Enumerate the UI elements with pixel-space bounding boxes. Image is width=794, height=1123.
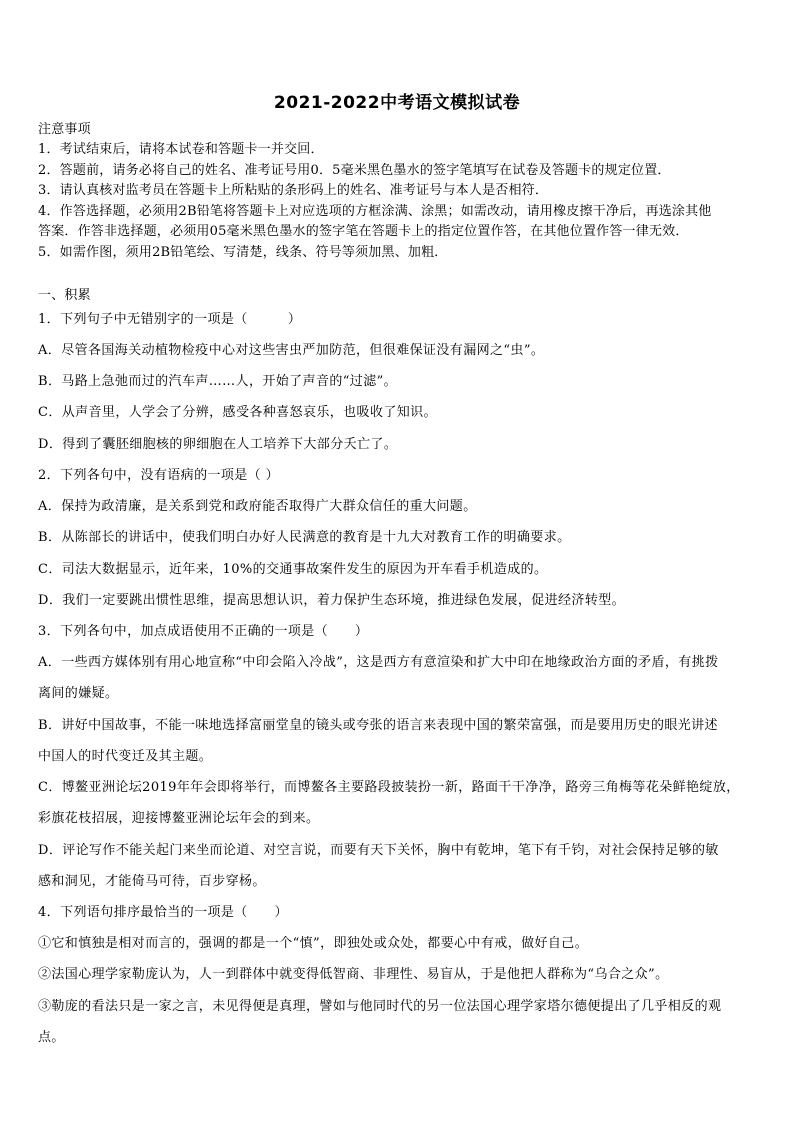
notice-item: 2．答题前，请务必将自己的姓名、准考证号用0．5毫米黑色墨水的签字笔填写在试卷及答题卡的规定位置．: [38, 163, 671, 178]
question-stem: 1．下列句子中无错别字的一项是（ ）: [38, 312, 302, 327]
page-title: 2021-2022中考语文模拟试卷: [273, 93, 521, 113]
option-line: A．保持为政清廉，是关系到党和政府能否取得广大群众信任的重大问题。: [38, 499, 477, 514]
section-heading: 一、积累: [38, 288, 91, 303]
option-line: 彩旗花枝招展，迎接博鳌亚洲论坛年会的到来。: [38, 811, 320, 826]
notice-item: 1．考试结束后，请将本试卷和答题卡一并交回．: [38, 142, 324, 157]
sentence-line: ②法国心理学家勒庞认为，人一到群体中就变得低智商、非理性、易盲从，于是他把人群称为“乌合之众”。: [38, 967, 669, 982]
option-line: 离间的嫌疑。: [38, 686, 119, 701]
option-line: 感和洞见，才能倚马可待，百步穿杨。: [38, 874, 266, 889]
option-line: C．博鳌亚洲论坛2019年年会即将举行，而博鳌各主要路段披装扮一新，路面干干净净，路旁三角梅等花朵鲜艳绽放，: [38, 780, 740, 795]
option-line: B．从陈部长的讲话中，使我们明白办好人民满意的教育是十九大对教育工作的明确要求。: [38, 530, 571, 545]
notice-item: 3．请认真核对监考员在答题卡上所粘贴的条形码上的姓名、准考证号与本人是否相符．: [38, 183, 549, 198]
sentence-line: ③勒庞的看法只是一家之言，未见得便是真理，譬如与他同时代的另一位法国心理学家塔尔德便提出了几乎相反的观: [38, 999, 722, 1014]
notice-heading: 注意事项: [38, 122, 91, 137]
option-line: 中国人的时代变迁及其主题。: [38, 749, 213, 764]
notice-item: 答案．作答非选择题，必须用05毫米黑色墨水的签字笔在答题卡上的指定位置作答，在其他位置作答一律无效．: [38, 224, 689, 239]
question-stem: 4．下列语句排序最恰当的一项是（ ）: [38, 905, 288, 920]
option-line: D．我们一定要跳出惯性思维，提高思想认识，着力保护生态环境，推进绿色发展，促进经济转型。: [38, 593, 626, 608]
option-line: A．尽管各国海关动植物检疫中心对这些害虫严加防范，但很难保证没有漏网之“虫”。: [38, 343, 545, 358]
notice-item: 5．如需作图，须用2B铅笔绘、写清楚，线条、符号等须加黑、加粗．: [38, 245, 448, 260]
question-stem: 2．下列各句中，没有语病的一项是（ ）: [38, 468, 280, 483]
option-line: A．一些西方媒体别有用心地宣称“中印会陷入冷战”，这是西方有意渲染和扩大中印在地缘政治方面的矛盾，有挑拨: [38, 655, 719, 670]
option-line: C．从声音里，人学会了分辨，感受各种喜怒哀乐，也吸收了知识。: [38, 405, 437, 420]
sentence-line: ①它和慎独是相对而言的，强调的都是一个“慎”，即独处或众处，都要心中有戒，做好自己。: [38, 936, 589, 951]
option-line: B．讲好中国故事，不能一味地选择富丽堂皇的镜头或夸张的语言来表现中国的繁荣富强，而是要用历史的眼光讲述: [38, 718, 718, 733]
option-line: B．马路上急弛而过的汽车声……人，开始了声音的“过滤”。: [38, 374, 398, 389]
option-line: D．评论写作不能关起门来坐而论道、对空言说，而要有天下关怀，胸中有乾坤，笔下有千钧，对社会保持足够的敏: [38, 843, 719, 858]
question-stem: 3．下列各句中，加点成语使用不正确的一项是（ ）: [38, 624, 369, 639]
option-line: C．司法大数据显示，近年来，10%的交通事故案件发生的原因为开车看手机造成的。: [38, 562, 548, 577]
notice-item: 4．作答选择题，必须用2B铅笔将答题卡上对应选项的方框涂满、涂黑；如需改动，请用橡皮擦干净后，再选涂其他: [38, 204, 712, 219]
option-line: D．得到了囊胚细胞核的卵细胞在人工培养下大部分夭亡了。: [38, 437, 398, 452]
sentence-line: 点。: [38, 1030, 65, 1045]
